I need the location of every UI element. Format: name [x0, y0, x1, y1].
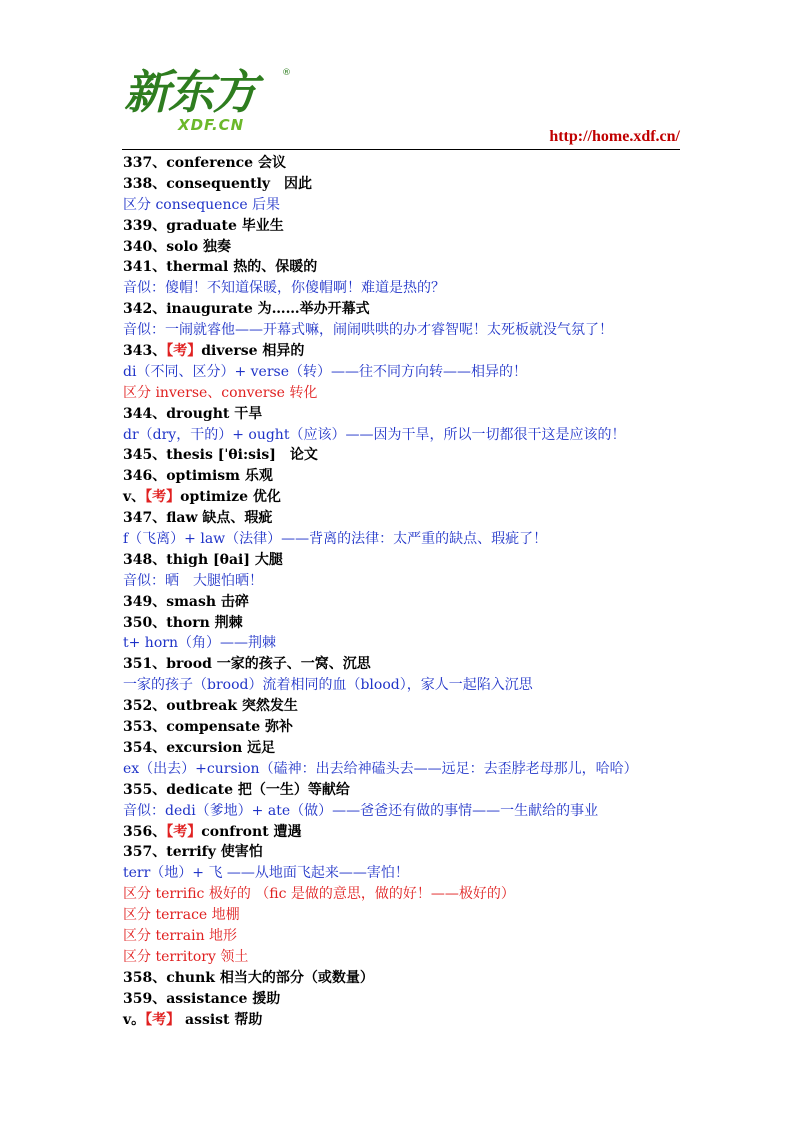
mnemonic-note: dr（dry，干的）+ ought（应该）——因为干旱，所以一切都很干这是应该的！ — [123, 426, 626, 443]
header-rule — [122, 149, 680, 150]
mnemonic-note: 音似：一闹就睿他——开幕式嘛，闹闹哄哄的办才睿智呢！太死板就没气氛了！ — [123, 322, 613, 339]
entry-number: v。 — [123, 1011, 146, 1028]
logo-registered-mark: ® — [282, 68, 291, 78]
exam-key-badge: 【考】 — [145, 489, 181, 506]
distinction-note: 区分 terrific 极好的 （fic 是做的意思，做的好！——极好的） — [123, 886, 515, 903]
vocab-entry: 338、consequently 因此 — [123, 175, 313, 192]
entry-word: optimize 优化 — [180, 489, 281, 506]
mnemonic-note: terr（地）+ 飞 ——从地面飞起来——害怕！ — [123, 865, 409, 882]
vocab-entry: 347、flaw 缺点、瑕疵 — [123, 510, 273, 527]
vocab-entry: 351、brood 一家的孩子、一窝、沉思 — [123, 656, 371, 673]
vocabulary-list — [123, 153, 693, 1030]
mnemonic-note: 音似：傻帽！不知道保暖，你傻帽啊！难道是热的？ — [123, 280, 445, 297]
vocab-entry: 350、thorn 荆棘 — [123, 614, 243, 631]
mnemonic-note: 区分 consequence 后果 — [123, 196, 281, 213]
entry-word: assist 帮助 — [180, 1011, 263, 1028]
distinction-note: 区分 inverse、converse 转化 — [123, 384, 318, 401]
vocab-entry-key — [123, 487, 693, 508]
header-url[interactable]: http://home.xdf.cn/ — [549, 128, 680, 145]
entry-number: 343、 — [123, 343, 167, 360]
vocab-entry: 345、thesis [ˈθi:sis] 论文 — [123, 447, 318, 464]
vocab-entry: 339、graduate 毕业生 — [123, 217, 284, 234]
vocab-entry-key — [123, 822, 693, 843]
vocab-entry-key — [123, 341, 693, 362]
mnemonic-note: 音似：dedi（爹地）+ ate（做）——爸爸还有做的事情——一生献给的事业 — [123, 802, 599, 819]
exam-key-badge: 【考】 — [166, 343, 202, 360]
vocab-entry: 348、thigh [θai] 大腿 — [123, 551, 283, 568]
page-header — [122, 62, 680, 150]
vocab-entry: 358、chunk 相当大的部分（或数量） — [123, 969, 374, 986]
entry-word: diverse 相异的 — [201, 343, 305, 360]
logo-subtext: XDF.CN — [178, 116, 245, 134]
distinction-note: 区分 territory 领土 — [123, 948, 249, 965]
vocab-entry: 355、dedicate 把（一生）等献给 — [123, 781, 350, 798]
mnemonic-note: 音似：晒 大腿怕晒！ — [123, 572, 263, 589]
vocab-entry: 341、thermal 热的、保暖的 — [123, 259, 318, 276]
vocab-entry: 342、inaugurate 为……举办开幕式 — [123, 301, 370, 318]
vocab-entry: 340、solo 独奏 — [123, 238, 231, 255]
vocab-entry: 354、excursion 远足 — [123, 739, 276, 756]
mnemonic-note: 一家的孩子（brood）流着相同的血（blood），家人一起陷入沉思 — [123, 677, 533, 694]
exam-key-badge: 【考】 — [166, 823, 202, 840]
mnemonic-note: di（不同、区分）+ verse（转）——往不同方向转——相异的！ — [123, 363, 527, 380]
vocab-entry: 359、assistance 援助 — [123, 990, 281, 1007]
vocab-entry: 346、optimism 乐观 — [123, 468, 273, 485]
entry-number: v、 — [123, 489, 146, 506]
vocab-entry: 349、smash 击碎 — [123, 593, 249, 610]
vocab-entry-key — [123, 1010, 693, 1031]
vocab-entry: 344、drought 干旱 — [123, 405, 263, 422]
distinction-note: 区分 terrain 地形 — [123, 927, 238, 944]
vocab-entry: 357、terrify 使害怕 — [123, 844, 263, 861]
vocab-entry: 353、compensate 弥补 — [123, 719, 293, 736]
mnemonic-note: t+ horn（角）——荆棘 — [123, 635, 276, 652]
mnemonic-note: ex（出去）+cursion（磕神：出去给神磕头去——远足：去歪脖老母那儿，哈哈） — [123, 760, 638, 777]
logo-text: 新东方 — [124, 65, 256, 119]
vocab-entry: 337、conference 会议 — [123, 155, 286, 171]
entry-word: confront 遭遇 — [201, 823, 302, 840]
mnemonic-note: f（飞离）+ law（法律）——背离的法律：太严重的缺点、瑕疵了！ — [123, 531, 548, 548]
exam-key-badge: 【考】 — [145, 1011, 181, 1028]
xdf-logo — [122, 62, 292, 136]
vocab-entry: 352、outbreak 突然发生 — [123, 698, 298, 715]
distinction-note: 区分 terrace 地棚 — [123, 907, 240, 924]
entry-number: 356、 — [123, 823, 167, 840]
